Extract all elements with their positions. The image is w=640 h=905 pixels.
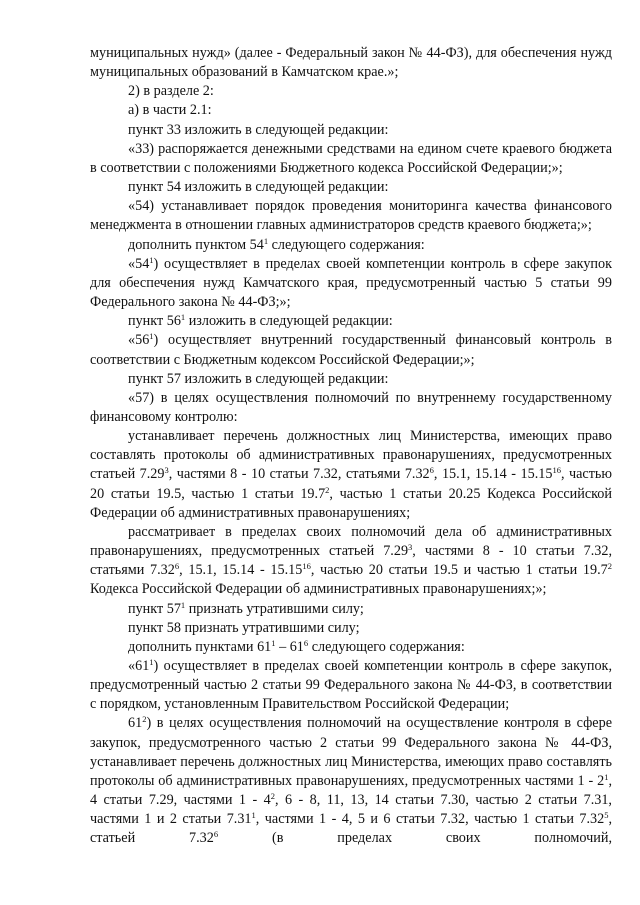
paragraph-3: а) в части 2.1: <box>128 102 212 119</box>
paragraph-9: «$54^1$) осуществляет в пределах своей компетенции контроль в сфере закупок для обеспечения нужд Камчатского края, предусмотренный частью 5 статьи 99 Федерального закона № 44-ФЗ;»; <box>90 254 612 311</box>
superscript-index: 1 <box>263 235 269 246</box>
superscript-index: 1 <box>271 637 276 648</box>
superscript-index: 1 <box>604 771 609 782</box>
superscript-index: 2 <box>325 484 330 495</box>
paragraph-6: пункт 54 изложить в следующей редакции: <box>128 179 389 196</box>
paragraph-19: «$61^1$) осуществляет в пределах своей компетенции контроль в сфере закупок, предусмотренный частью 2 статьи 99 Федерального закона № 44-ФЗ, в соответствии с порядком, установленным Правительством Российской Федерации; <box>90 657 612 713</box>
superscript-index: 2 <box>142 714 147 725</box>
paragraph-14: устанавливает перечень должностных лиц Министерства, имеющих право составлять протоколы об административных правонарушениях, предусмотренных статьей 7.29$^3$, частями 8 - 10 статьи 7.32, статьями 7.32$^6$, 15.1, 15.14 - 15.15$^{16}$, частью 20 статьи 19.5, частью 1 статьи 19.7$^2$, частью 1 статьи 20.25 Кодекса Российской Федерации об административных правонарушениях; <box>90 428 612 521</box>
superscript-index: 6 <box>174 561 180 572</box>
superscript-index: 3 <box>408 542 413 553</box>
superscript-index: 6 <box>213 829 219 840</box>
superscript-index: 1 <box>149 657 154 667</box>
paragraph-8: дополнить пунктом $54^1$ следующего содержания: <box>128 235 425 253</box>
superscript-index: 3 <box>164 465 169 476</box>
paragraph-15: рассматривает в пределах своих полномочий дела об административных правонарушениях, предусмотренных статьей 7.29$^3$, частями 8 - 10 статьи 7.32, статьями 7.32$^6$, 15.1, 15.14 - 15.15$^{16}$, частью 20 статьи 19.5 и частью 1 статьи 19.7$^2$ Кодекса Российской Федерации об административных правонарушениях;»; <box>90 523 612 598</box>
paragraph-4: пункт 33 изложить в следующей редакции: <box>128 121 389 138</box>
superscript-index: 5 <box>604 810 609 821</box>
superscript-index: 6 <box>429 465 434 476</box>
paragraph-12: пункт 57 изложить в следующей редакции: <box>128 370 389 387</box>
superscript-index: 1 <box>149 331 154 342</box>
document-body <box>90 44 612 849</box>
paragraph-2: 2) в разделе 2: <box>128 83 214 100</box>
paragraph-18: дополнить пунктами $61^1 - 61^6$ следующего содержания: <box>128 637 465 655</box>
superscript-index: 1 <box>149 254 154 265</box>
paragraph-1: муниципальных нужд» (далее - Федеральный закон № 44-ФЗ), для обеспечения нужд муниципальных образований в Камчатском крае.»; <box>90 45 612 81</box>
superscript-index: 16 <box>302 561 311 572</box>
paragraph-20: $61^2$) в целях осуществления полномочий на осуществление контроля в сфере закупок, предусмотренного частью 2 статьи 99 Федерального закона № 44-ФЗ, устанавливает перечень должностных лиц Министерства, имеющих право составлять протоколы об административных правонарушениях, предусмотренных частями $1 - 2^1$, 4 статьи 7.29, частями $1 - 4^2$, 6 - 8, 11, 13, 14 статьи 7.30, частью 2 статьи 7.31, частями 1 и 2 статьи 7.31$^1$, частями 1 - 4, 5 и 6 статьи 7.32, частью 1 статьи 7.32$^5$, статьей 7.32$^6$ (в пределах своих полномочий, <box>90 714 612 847</box>
paragraph-10: пункт $56^1$ изложить в следующей редакции: <box>128 312 393 330</box>
paragraph-17: пункт 58 признать утратившими силу; <box>128 619 360 636</box>
paragraph-11: «$56^1$) осуществляет внутренний государственный финансовый контроль в соответствии с Бюджетным кодексом Российской Федерации;»; <box>90 331 612 368</box>
superscript-index: 2 <box>270 791 275 802</box>
superscript-index: 16 <box>552 465 561 476</box>
paragraph-5: «33) распоряжается денежными средствами на едином счете краевого бюджета в соответствии с положениями Бюджетного кодекса Российской Федерации;»; <box>90 140 612 176</box>
superscript-index: 1 <box>180 599 186 610</box>
superscript-index: 1 <box>251 810 256 821</box>
superscript-index: 1 <box>180 312 186 323</box>
paragraph-13: «57) в целях осуществления полномочий по внутреннему государственному финансовому контролю: <box>90 389 612 425</box>
superscript-index: 6 <box>303 637 309 648</box>
superscript-index: 2 <box>607 561 612 572</box>
paragraph-7: «54) устанавливает порядок проведения мониторинга качества финансового менеджмента в отношении главных администраторов средств краевого бюджета;»; <box>90 198 612 234</box>
paragraph-16: пункт $57^1$ признать утратившими силу; <box>128 599 364 617</box>
